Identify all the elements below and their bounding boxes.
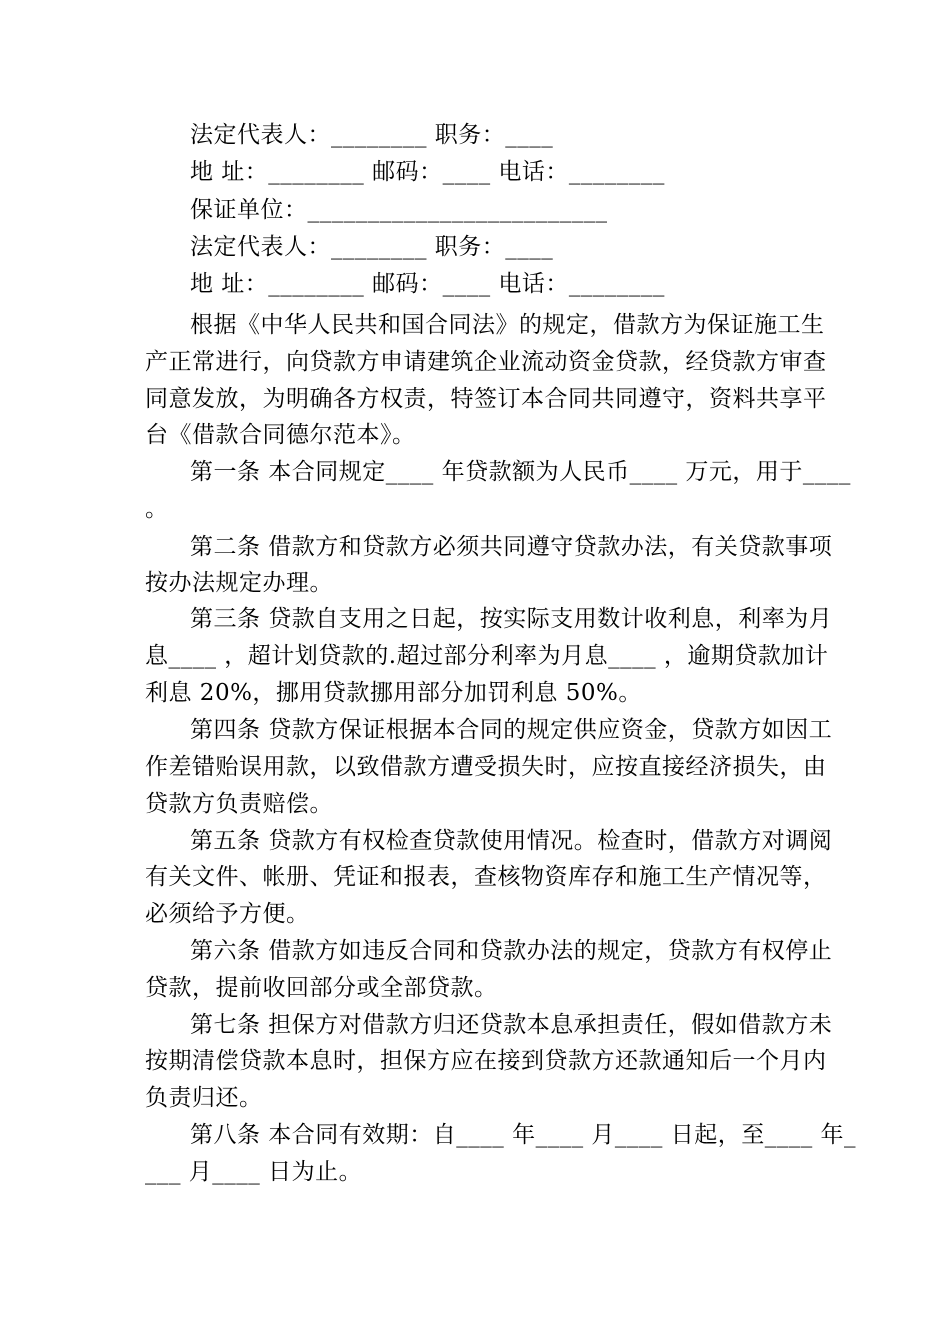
- article-1-line-1: 第一条 本合同规定____ 年贷款额为人民币____ 万元，用于____: [190, 459, 851, 485]
- article-7-line-2: 按期清偿贷款本息时，担保方应在接到贷款方还款通知后一个月内: [145, 1048, 827, 1074]
- article-5-line-1: 第五条 贷款方有权检查贷款使用情况。检查时，借款方对调阅: [190, 828, 833, 854]
- article-8-line-2: ___ 月____ 日为止。: [145, 1159, 363, 1185]
- article-3-line-1: 第三条 贷款自支用之日起，按实际支用数计收利息，利率为月: [190, 606, 833, 632]
- article-5-line-2: 有关文件、帐册、凭证和报表，查核物资库存和施工生产情况等，: [145, 864, 827, 890]
- preamble-line-2: 产正常进行，向贷款方申请建筑企业流动资金贷款，经贷款方审查: [145, 349, 827, 375]
- preamble-line-3: 同意发放，为明确各方权责，特签订本合同共同遵守，资料共享平: [145, 386, 827, 412]
- article-7-line-1: 第七条 担保方对借款方归还贷款本息承担责任，假如借款方未: [190, 1012, 833, 1038]
- article-3-line-3: 利息 20%，挪用贷款挪用部分加罚利息 50%。: [145, 680, 642, 706]
- preamble-line-1: 根据《中华人民共和国合同法》的规定，借款方为保证施工生: [190, 312, 825, 338]
- address-line-2: 地 址：________ 邮码：____ 电话：________: [190, 271, 665, 297]
- legal-rep-line-2: 法定代表人：________ 职务：____: [190, 234, 554, 260]
- address-line-1: 地 址：________ 邮码：____ 电话：________: [190, 159, 665, 185]
- article-1-line-2: 。: [145, 496, 169, 522]
- article-7-line-3: 负责归还。: [145, 1085, 263, 1111]
- article-2-line-2: 按办法规定办理。: [145, 570, 333, 596]
- preamble-line-4: 台《借款合同德尔范本》。: [145, 422, 416, 448]
- article-5-line-3: 必须给予方便。: [145, 901, 310, 927]
- article-3-line-2: 息____ ，超计划贷款的.超过部分利率为月息____ ，逾期贷款加计: [145, 643, 829, 669]
- article-6-line-1: 第六条 借款方如违反合同和贷款办法的规定，贷款方有权停止: [190, 938, 833, 964]
- guarantor-line: 保证单位：_________________________: [190, 197, 608, 223]
- article-4-line-2: 作差错贻误用款，以致借款方遭受损失时，应按直接经济损失，由: [145, 754, 827, 780]
- legal-rep-line-1: 法定代表人：________ 职务：____: [190, 122, 554, 148]
- article-6-line-2: 贷款，提前收回部分或全部贷款。: [145, 975, 498, 1001]
- article-2-line-1: 第二条 借款方和贷款方必须共同遵守贷款办法，有关贷款事项: [190, 534, 833, 560]
- article-4-line-3: 贷款方负责赔偿。: [145, 791, 333, 817]
- article-8-line-1: 第八条 本合同有效期：自____ 年____ 月____ 日起，至____ 年_: [190, 1122, 857, 1148]
- article-4-line-1: 第四条 贷款方保证根据本合同的规定供应资金，贷款方如因工: [190, 717, 833, 743]
